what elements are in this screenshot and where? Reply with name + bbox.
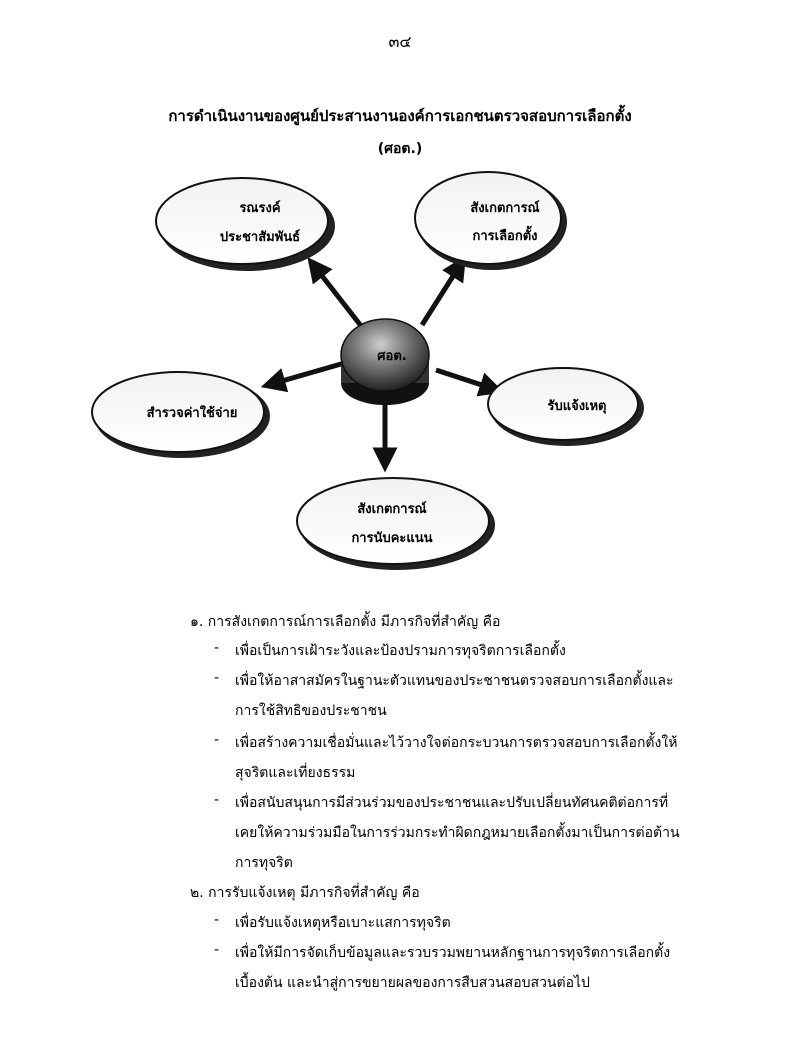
node-campaign-line2: ประชาสัมพันธ์ [219, 230, 301, 245]
node-report-incident [488, 368, 644, 446]
node-election-observation [415, 172, 567, 270]
section-1-bullet-4-line-2: เคยให้ความร่วมมือในการร่วมกระทำผิดกฎหมายเลือกตั้งมาเป็นการต่อต้าน [235, 825, 680, 841]
node-vote-count [297, 478, 495, 570]
section-1-bullet-2-line-1: เพื่อให้อาสาสมัครในฐานะตัวแทนของประชาชนตรวจสอบการเลือกตั้งและ [235, 673, 674, 689]
section-1-bullet-4-line-1: เพื่อสนับสนุนการมีส่วนร่วมของประชาชนและปรับเปลี่ยนทัศนคติต่อการที่ [235, 795, 669, 811]
page-subtitle: (ศอต.) [377, 141, 423, 157]
arrow-to-election-observation [422, 262, 462, 325]
bullet-marker: - [214, 640, 220, 656]
bullet-marker: - [214, 670, 220, 686]
node-vote-count-line1: สังเกตการณ์ [357, 502, 427, 517]
node-election-observation-line2: การเลือกตั้ง [472, 229, 538, 244]
page-title: การดำเนินงานของศูนย์ประสานงานองค์การเอกชนตรวจสอบการเลือกตั้ง [168, 107, 632, 125]
node-expense-survey-label: สำรวจค่าใช้จ่าย [146, 406, 238, 421]
section-1-bullet-4-line-3: การทุจริต [235, 855, 293, 871]
section-2-bullet-2-line-2: เบื้องต้น และนำสู่การขยายผลของการสืบสวนสอบสวนต่อไป [235, 975, 590, 991]
center-label: ศอต. [377, 349, 407, 364]
section-2-heading: ๒. การรับแจ้งเหตุ มีภารกิจที่สำคัญ คือ [190, 885, 420, 901]
node-report-incident-label: รับแจ้งเหตุ [547, 399, 607, 414]
section-1-bullet-1-line-1: เพื่อเป็นการเฝ้าระวังและป้องปรามการทุจริตการเลือกตั้ง [235, 643, 566, 659]
node-election-observation-line1: สังเกตการณ์ [470, 201, 540, 216]
bullet-marker: - [214, 732, 220, 748]
section-1-bullet-2-line-2: การใช้สิทธิของประชาชน [235, 703, 387, 719]
section-1-heading: ๑. การสังเกตการณ์การเลือกตั้ง มีภารกิจที่สำคัญ คือ [190, 614, 501, 630]
bullet-marker: - [214, 942, 220, 958]
bullet-marker: - [214, 912, 220, 928]
center-disc [341, 319, 429, 405]
section-2-bullet-2-line-1: เพื่อให้มีการจัดเก็บข้อมูลและรวบรวมพยานหลักฐานการทุจริตการเลือกตั้ง [235, 945, 671, 961]
arrow-to-expense-survey [268, 362, 348, 385]
section-1-bullet-3-line-2: สุจริตและเที่ยงธรรม [235, 765, 356, 781]
node-campaign [156, 178, 335, 271]
node-vote-count-line2: การนับคะแนน [351, 531, 433, 546]
section-2-bullet-1-line-1: เพื่อรับแจ้งเหตุหรือเบาะแสการทุจริต [235, 915, 451, 931]
page-number: ๓๔ [388, 32, 412, 51]
node-expense-survey [92, 372, 270, 458]
arrow-to-report-incident [436, 370, 497, 390]
section-1-bullet-3-line-1: เพื่อสร้างความเชื่อมั่นและไว้วางใจต่อกระบวนการตรวจสอบการเลือกตั้งให้ [235, 735, 678, 751]
bullet-marker: - [214, 792, 220, 808]
node-campaign-line1: รณรงค์ [239, 201, 281, 216]
